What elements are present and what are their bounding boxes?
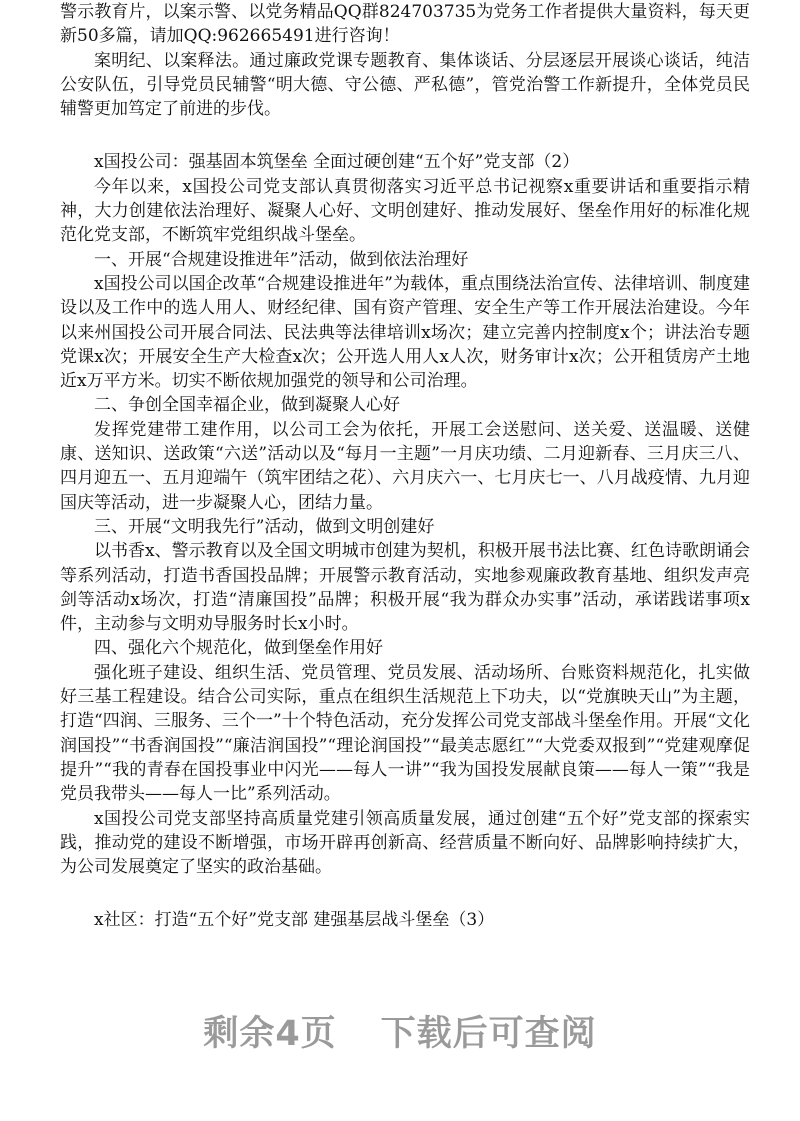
section-gap xyxy=(60,879,750,908)
section2-paragraph: 强化班子建设、组织生活、党员管理、党员发展、活动场所、台账资料规范化，扎实做好三基工程建设。结合公司实际，重点在组织生活规范上下功夫，以“党旗映天山”为主题，打造“四润、三服务、三个一”十个特色活动，充分发挥公司党支部战斗堡垒作用。开展“文化润国投”“书香润国投”“廉洁润国投”“理论润国投”“最美志愿红”“大党委双报到”“党建观摩促提升”“我的青春在国投事业中闪光——每人一讲”“我为国投发展献良策——每人一策”“我是党员我带头——每人一比”系列活动。 xyxy=(60,662,750,805)
download-prompt[interactable] xyxy=(0,1014,800,1054)
intro-paragraph-2: 案明纪、以案释法。通过廉政党课专题教育、集体谈话、分层逐层开展谈心谈话，纯洁公安队伍，引导党员民辅警“明大德、守公德、严私德”，管党治警工作新提升，全体党员民辅警更加笃定了前进的步伐。 xyxy=(60,50,750,120)
section2-title: x国投公司：强基固本筑堡垒 全面过硬创建“五个好”党支部（2） xyxy=(94,152,580,173)
section2-paragraph: 以书香x、警示教育以及全国文明城市创建为契机，积极开展书法比赛、红色诗歌朗诵会等系列活动，打造书香国投品牌；开展警示教育活动，实地参观廉政教育基地、组织发声亮剑等活动x场次，打造“清廉国投”品牌；积极开展“我为群众办实事”活动，承诺践诺事项x件，主动参与文明劝导服务时长x小时。 xyxy=(60,541,750,635)
document-body xyxy=(60,0,750,933)
section-gap xyxy=(60,121,750,150)
intro-paragraph-1: 警示教育片，以案示警、以党务精品QQ群824703735为党务工作者提供大量资料，每天更新50多篇，请加QQ:962665491进行咨询！ xyxy=(60,2,750,47)
download-to-view-label: 下载后可查阅 xyxy=(380,1014,597,1054)
section2-heading-2: 二、争创全国幸福企业，做到凝聚人心好 xyxy=(94,395,400,416)
section2-heading-3: 三、开展“文明我先行”活动，做到文明创建好 xyxy=(94,516,435,537)
section2-conclusion: x国投公司党支部坚持高质量党建引领高质量发展，通过创建“五个好”党支部的探索实践，推动党的建设不断增强，市场开辟再创新高、经营质量不断向好、品牌影响持续扩大，为公司发展奠定了坚实的政治基础。 xyxy=(60,808,750,878)
remaining-pages-label: 剩余4页 xyxy=(203,1014,337,1054)
section2-heading-4: 四、强化六个规范化，做到堡垒作用好 xyxy=(94,638,383,659)
section3-title: x社区：打造“五个好”党支部 建强基层战斗堡垒（3） xyxy=(94,910,495,931)
section2-heading-1: 一、开展“合规建设推进年”活动，做到依法治理好 xyxy=(94,249,469,270)
section2-paragraph: x国投公司以国企改革“合规建设推进年”为载体，重点围绕法治宣传、法律培训、制度建设以及工作中的选人用人、财经纪律、国有资产管理、安全生产等工作开展法治建设。今年以来州国投公司开展合同法、民法典等法律培训x场次；建立完善内控制度x个；讲法治专题党课x次；开展安全生产大检查x次；公开选人用人x人次，财务审计x次；公开租赁房产土地近x万平方米。切实不断依规加强党的领导和公司治理。 xyxy=(60,273,750,392)
section2-paragraph: 今年以来，x国投公司党支部认真贯彻落实习近平总书记视察x重要讲话和重要指示精神，大力创建依法治理好、凝聚人心好、文明创建好、推动发展好、堡垒作用好的标准化规范化党支部，不断筑牢党组织战斗堡垒。 xyxy=(60,176,750,246)
section2-paragraph: 发挥党建带工建作用，以公司工会为依托，开展工会送慰问、送关爱、送温暖、送健康、送知识、送政策“六送”活动以及“每月一主题”一月庆功绩、二月迎新春、三月庆三八、四月迎五一、五月迎端午（筑牢团结之花）、六月庆六一、七月庆七一、八月战疫情、九月迎国庆等活动，进一步凝聚人心，团结力量。 xyxy=(60,419,750,513)
